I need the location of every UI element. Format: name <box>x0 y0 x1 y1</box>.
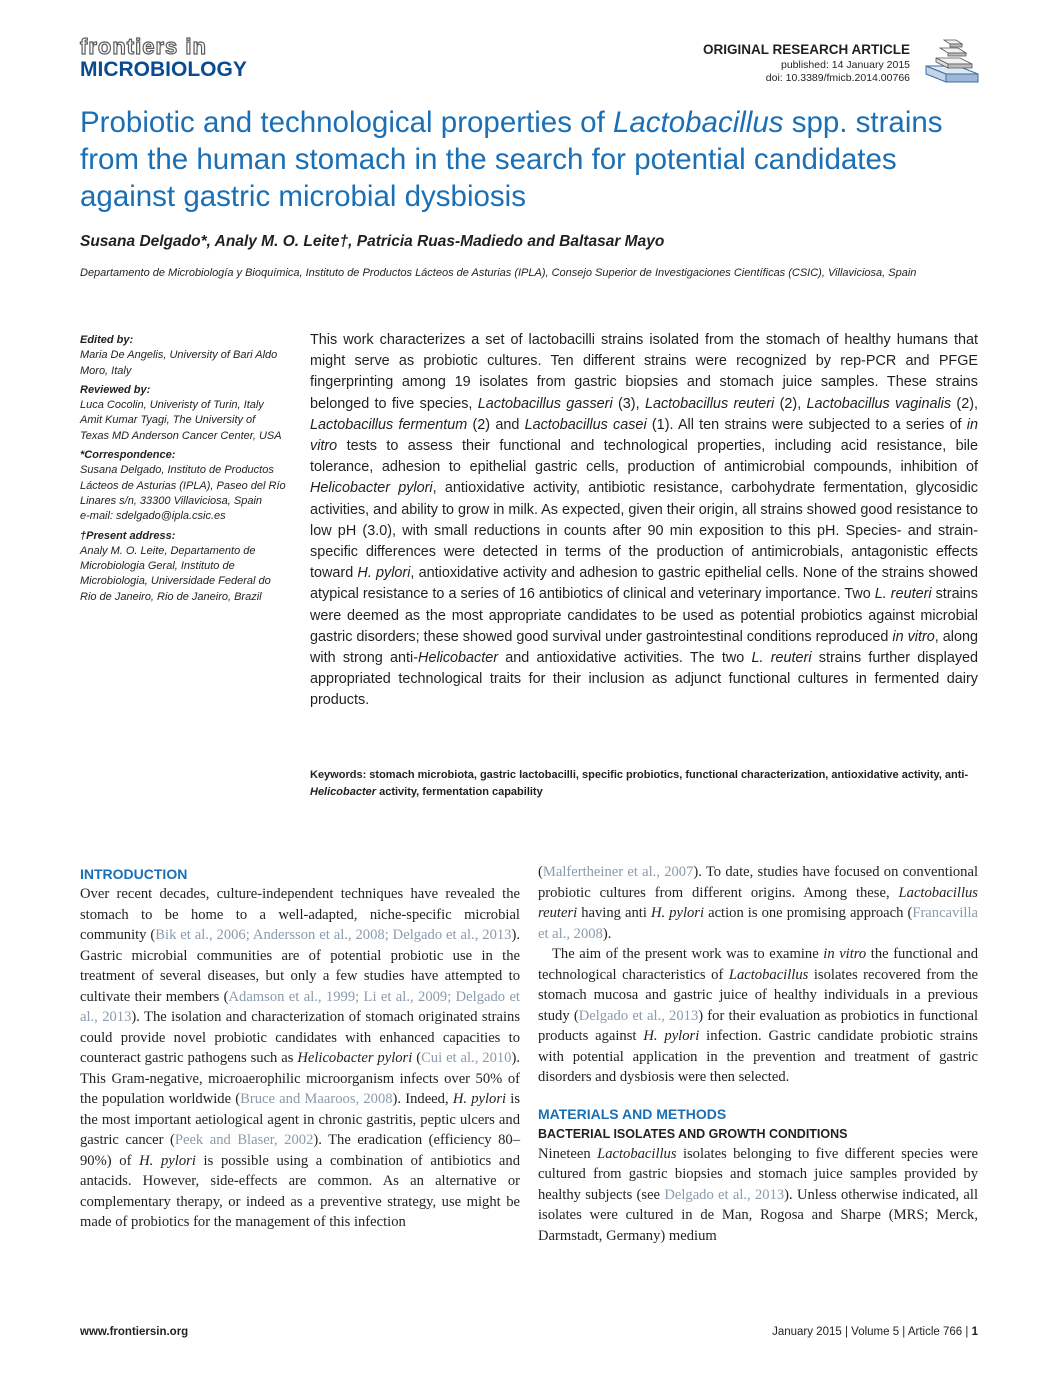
correspondence-email: e-mail: sdelgado@ipla.csic.es <box>80 510 226 523</box>
aim-paragraph: The aim of the present work was to examine in vitro the functional and technological characteristics of Lactobacillus isolates recovered from the stomach mucosa and gastric juice of healthy individuals in a previous study (Delgado et al., 2013) for their evaluation as probiotics in functional products against H. pylori infection. Gastric candidate probiotic strains with potential application in the prevention and treatment of gastric disorders and dysbiosis were then selected. <box>538 946 979 1085</box>
reviewed-by-label: Reviewed by: <box>80 383 151 396</box>
methods-paragraph: Nineteen Lactobacillus isolates belonging to five different species were cultured from gastric biopsies and stomach juice samples provided by healthy subjects (see Delgado et al., 2013). Unless otherwise indicated, all isolates were cultured in de Man, Rogosa and Sharpe (MRS; Merck, Darmstadt, Germany) medium <box>538 1145 978 1244</box>
intro-paragraph-cont: (Malfertheiner et al., 2007). To date, studies have focused on conventional probiotic cultures from different origins. Among these, Lactobacillus reuteri having anti H. pylori action is one promising approach (Francavilla et al., 2008). <box>538 864 979 942</box>
citation-link[interactable]: Bik et al., 2006; Andersson et al., 2008; Delgado et al., 2013 <box>155 927 512 943</box>
journal-logo-line2: MICROBIOLOGY <box>80 58 247 81</box>
published-date: published: 14 January 2015 <box>780 59 910 71</box>
affiliation: Departamento de Microbiología y Bioquímica, Instituto de Productos Lácteos de Asturias (IPLA), Consejo Superior de Investigaciones Científicas (CSIC), Villaviciosa, Spain <box>80 267 917 279</box>
citation-link[interactable]: Delgado et al., 2013 <box>664 1186 785 1203</box>
citation-link[interactable]: Peek and Blaser, 2002 <box>174 1132 314 1148</box>
citation-link[interactable]: Francavilla et al., 2008 <box>538 905 978 942</box>
body-column-left <box>80 864 520 1233</box>
citation-link[interactable]: Delgado et al., 2013 <box>578 1007 699 1024</box>
editor: Maria De Angelis, University of Bari Aldo Moro, Italy <box>80 349 278 377</box>
edited-by-label: Edited by: <box>80 334 134 346</box>
intro-paragraph: Over recent decades, culture-independent techniques have revealed the stomach to be home to a well-adapted, niche-specific microbial community (Bik et al., 2006; Andersson et al., 2008; Delgado et al., 2013). Gastric microbial communities are of potential probiotic use in the treatment of several diseases, but only a few studies have attempted to cultivate their members (Adamson et al., 1999; Li et al., 2009; Delgado et al., 2013). The isolation and characterization of stomach originated strains could provide novel probiotic candidates with enhanced capacities to counteract gastric pathogens such as Helicobacter pylori (Cui et al., 2010). This Gram-negative, microaerophilic microorganism infects over 50% of the population worldwide (Bruce and Maaroos, 2008). Indeed, H. pylori is the most important aetiological agent in chronic gastritis, peptic ulcers and gastric cancer (Peek and Blaser, 2002). The eradication (efficiency 80–90%) of H. pylori is possible using a combination of antibiotics and antacids. However, side-effects are common. As an alternative or complementary therapy, or indeed as a preventive strategy, use might be made of probiotics for the management of this infection <box>80 886 521 1230</box>
correspondence-address: Susana Delgado, Instituto de Productos Lácteos de Asturias (IPLA), Paseo del Río Linares s/n, 33300 Villaviciosa, Spain <box>80 464 286 507</box>
article-type: ORIGINAL RESEARCH ARTICLE <box>702 42 910 57</box>
journal-url-link[interactable]: www.frontiersin.org <box>80 1326 189 1338</box>
author-list: Susana Delgado*, Analy M. O. Leite†, Patricia Ruas-Madiedo and Baltasar Mayo <box>80 233 665 250</box>
body-column-right <box>538 862 978 1246</box>
article-title: Probiotic and technological properties of Lactobacillus spp. strains from the human stomach in the search for potential candidates against gastric microbial dysbiosis <box>80 106 943 213</box>
doi: doi: 10.3389/fmicb.2014.00766 <box>765 72 910 84</box>
citation-link[interactable]: Adamson et al., 1999; Li et al., 2009; Delgado et al., 2013 <box>80 988 520 1025</box>
reviewer: Amit Kumar Tyagi, The University of Texas MD Anderson Cancer Center, USA <box>80 414 282 442</box>
correspondence-label: *Correspondence: <box>80 449 176 462</box>
subsection-heading: BACTERIAL ISOLATES AND GROWTH CONDITIONS <box>538 1126 848 1141</box>
journal-logo-line1: frontiers in <box>80 34 207 59</box>
section-heading-introduction: INTRODUCTION <box>80 866 188 882</box>
page-number: 1 <box>971 1326 978 1338</box>
page-footer <box>80 1326 978 1342</box>
citation-link[interactable]: Bruce and Maaroos, 2008 <box>240 1091 393 1107</box>
editorial-sidebar <box>80 333 286 605</box>
present-address-label: †Present address: <box>80 529 176 542</box>
section-heading-methods: MATERIALS AND METHODS <box>538 1105 727 1122</box>
present-address: Analy M. O. Leite, Departamento de Microbiologia Geral, Instituto de Microbiologia, Universidade Federal do Rio de Janeiro, Rio de Janeiro, Brazil <box>80 544 271 603</box>
abstract: This work characterizes a set of lactobacilli strains isolated from the stomach of healthy humans that might serve as probiotic cultures. Ten different strains were recognized by rep-PCR and PFGE fingerprinting among 19 isolates from gastric biopsies and stomach juice samples. These strains belonged to five species, Lactobacillus gasseri (3), Lactobacillus reuteri (2), Lactobacillus vaginalis (2), Lactobacillus fermentum (2) and Lactobacillus casei (1). All ten strains were subjected to a series of in vitro tests to assess their functional and technological properties, including acid resistance, bile tolerance, adhesion to epithelial gastric cells, production of antimicrobial compounds, inhibition of Helicobacter pylori, antioxidative activity, antibiotic resistance, carbohydrate fermentation, glycosidic activities, and ability to grow in milk. As expected, given their origin, all strains showed good resistance to low pH (3.0), with small reductions in counts after 90 min exposition to this pH. Species- and strain-specific differences were detected in terms of the production of antimicrobials, antagonistic effects toward H. pylori, antioxidative activity and adhesion to gastric epithelial cells. None of the strains showed atypical resistance to a series of 16 antibiotics of clinical and veterinary importance. Two L. reuteri strains were deemed as the most appropriate candidates to be used as potential probiotics against microbial gastric disorders; these showed good survival under gastrointestinal conditions reproduced in vitro, along with strong anti-Helicobacter and antioxidative activities. The two L. reuteri strains further displayed appropriated technological traits for their inclusion as adjunct functional cultures in fermented dairy products. <box>310 332 979 709</box>
citation-link[interactable]: Malfertheiner et al., 2007 <box>542 864 694 880</box>
journal-header <box>80 36 980 86</box>
citation-link[interactable]: Cui et al., 2010 <box>421 1050 512 1066</box>
reviewer: Luca Cocolin, Univeristy of Turin, Italy <box>80 399 264 412</box>
keywords: Keywords: stomach microbiota, gastric lactobacilli, specific probiotics, functional characterization, antioxidative activity, anti-Helicobacter activity, fermentation capability <box>310 769 969 798</box>
stacked-layers-icon <box>924 36 980 86</box>
footer-issue-info: January 2015 | Volume 5 | Article 766 | 1 <box>772 1326 978 1338</box>
